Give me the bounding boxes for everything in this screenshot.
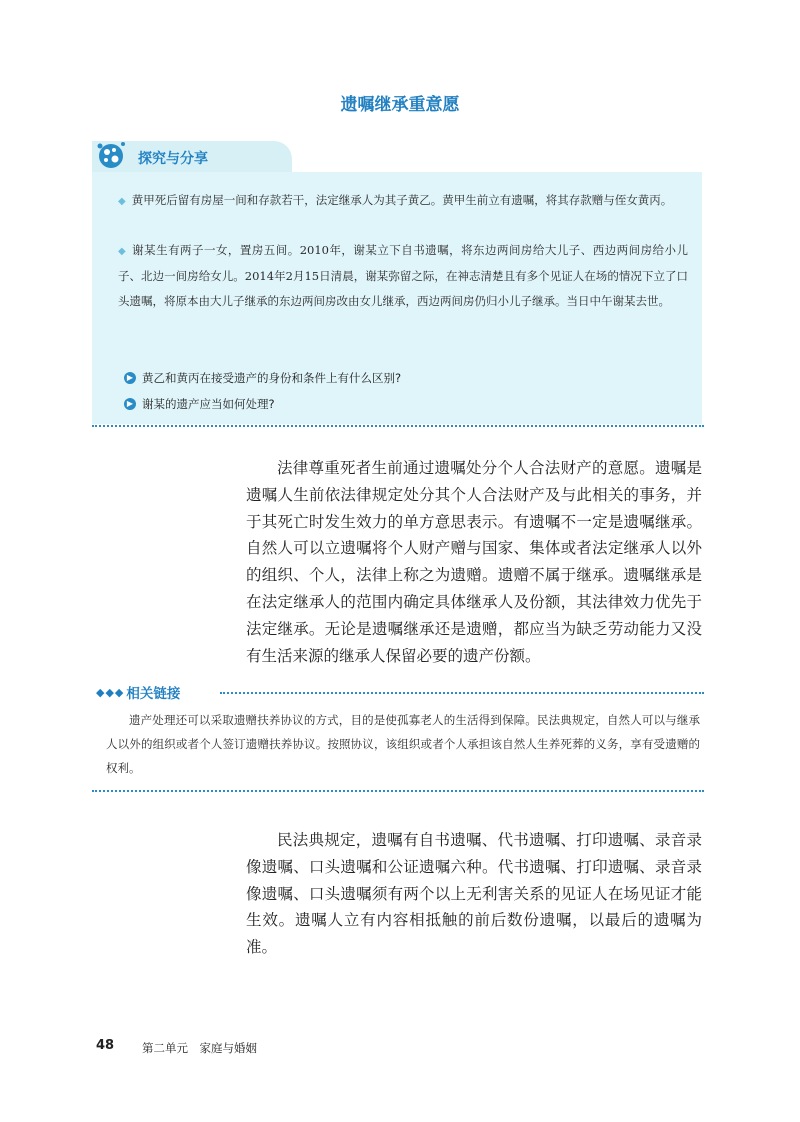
play-arrow-icon: ▶ (124, 398, 136, 410)
question-text: 谢某的遗产应当如何处理? (142, 397, 275, 411)
diamond-bullet-icon: ◆ (118, 246, 127, 257)
dotted-divider (92, 790, 704, 792)
related-link-title: 相关链接 (126, 686, 181, 702)
question-text: 黄乙和黄丙在接受遗产的身份和条件上有什么区别? (142, 371, 402, 385)
question-item (124, 396, 275, 412)
case-item (118, 188, 688, 214)
body-paragraph: 民法典规定，遗嘱有自书遗嘱、代书遗嘱、打印遗嘱、录音录像遗嘱、口头遗嘱和公证遗嘱六种。代书遗嘱、打印遗嘱、录音录像遗嘱、口头遗嘱须有两个以上无利害关系的见证人在场见证才能生效。遗嘱人立有内容相抵触的前后数份遗嘱，以最后的遗嘱为准。 (246, 831, 702, 957)
play-arrow-icon: ▶ (124, 372, 136, 384)
explore-title: 探究与分享 (138, 151, 208, 167)
question-item (124, 370, 401, 386)
case-text: 谢某生有两子一女，置房五间。2010年，谢某立下自书遗嘱，将东边两间房给大儿子、西边两间房给小儿子、北边一间房给女儿。2014年2月15日清晨，谢某弥留之际，在神志清楚且有多个见证人在场的情况下立了口头遗嘱，将原本由大儿子继承的东边两间房改由女儿继承，西边两间房仍归小儿子继承。当日中午谢某去世。 (118, 243, 688, 308)
page-number: 48 (96, 1038, 115, 1053)
section-title: 遗嘱继承重意愿 (340, 95, 460, 115)
related-link-heading (96, 682, 180, 702)
body-paragraph: 法律尊重死者生前通过遗嘱处分个人合法财产的意愿。遗嘱是遗嘱人生前依法律规定处分其个人合法财产及与此相关的事务，并于其死亡时发生效力的单方意思表示。有遗嘱不一定是遗嘱继承。自然人可以立遗嘱将个人财产赠与国家、集体或者法定继承人以外的组织、个人，法律上称之为遗赠。遗赠不属于继承。遗嘱继承是在法定继承人的范围内确定具体继承人及份额，其法律效力优先于法定继承。无论是遗嘱继承还是遗赠，都应当为缺乏劳动能力又没有生活来源的继承人保留必要的遗产份额。 (246, 459, 702, 665)
dotted-divider (92, 425, 704, 427)
dotted-divider (220, 692, 704, 694)
explore-bubbles-icon (94, 138, 128, 172)
chapter-label: 第二单元 家庭与婚姻 (142, 1041, 257, 1055)
diamond-bullet-icon: ◆ (118, 196, 126, 207)
related-link-text: 遗产处理还可以采取遗赠扶养协议的方式，目的是使孤寡老人的生活得到保障。民法典规定，自然人可以与继承人以外的组织或者个人签订遗赠扶养协议。按照协议，该组织或者个人承担该自然人生养死葬的义务，享有受遗赠的权利。 (106, 713, 700, 775)
case-text: 黄甲死后留有房屋一间和存款若干，法定继承人为其子黄乙。黄甲生前立有遗嘱，将其存款赠与侄女黄丙。 (131, 193, 673, 207)
case-item (118, 238, 688, 314)
diamond-bullets-icon: ◆◆◆ (96, 685, 125, 699)
